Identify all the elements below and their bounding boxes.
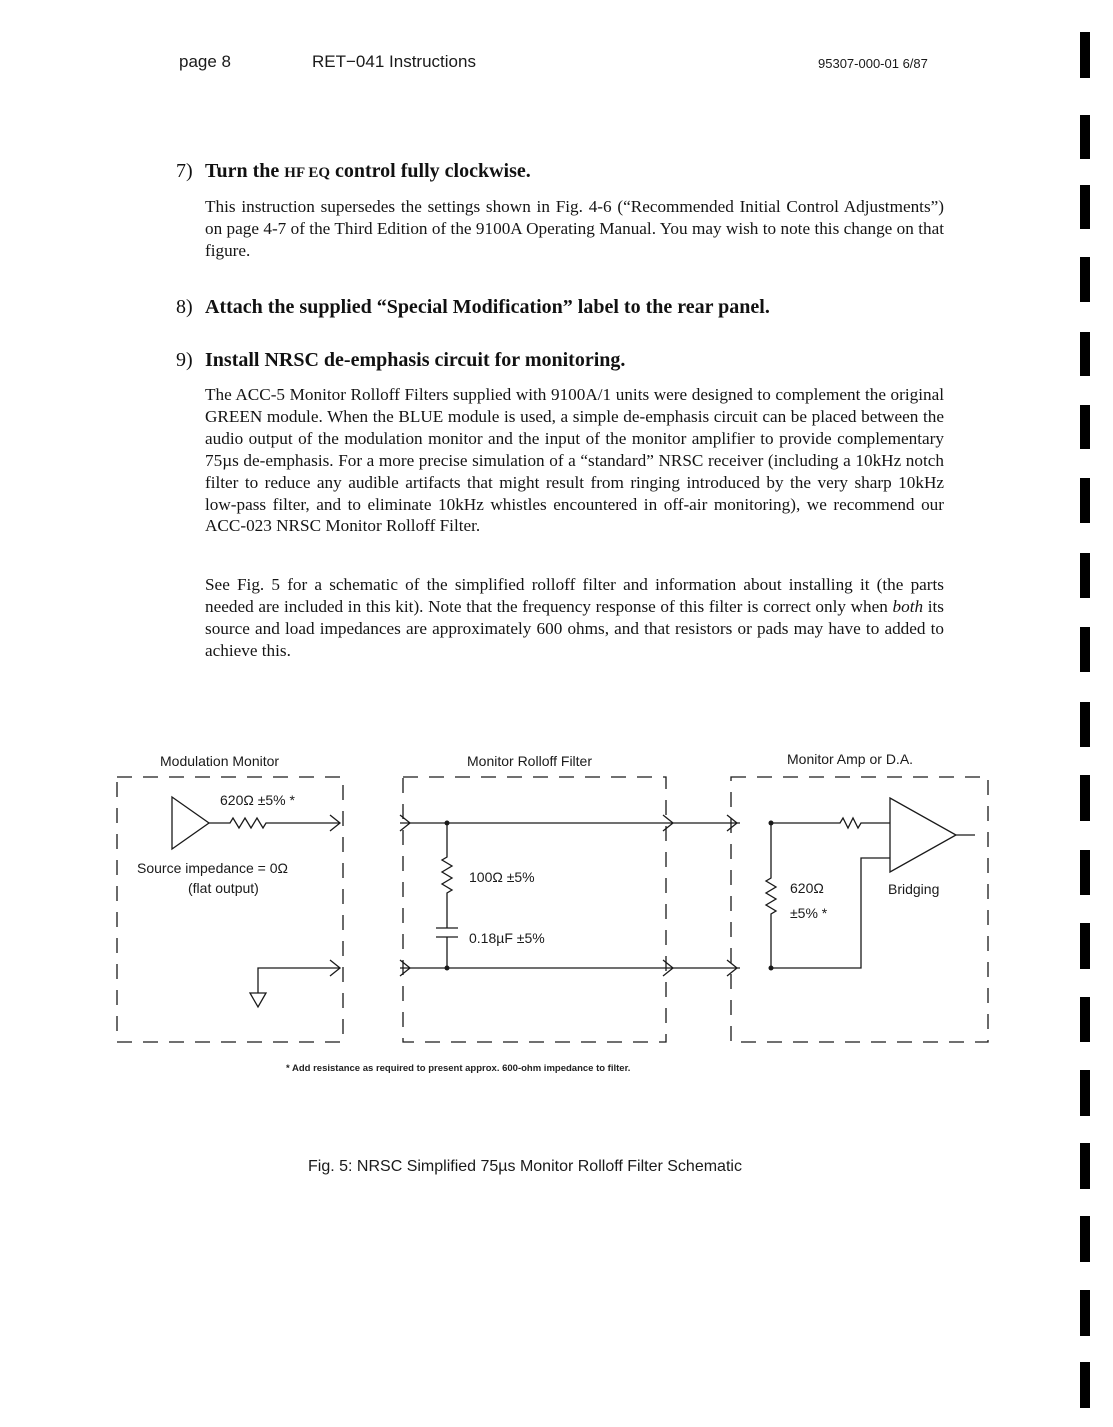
source-amplifier-triangle-icon [172, 797, 209, 849]
load-block-outline [731, 777, 988, 1042]
filter-bottom-junction [445, 966, 450, 971]
step-7-paragraph: This instruction supersedes the settings shown in Fig. 4-6 (“Recommended Initial Control Adjustments”) on page 4-7 of the Third Edition of the 9100A Operating Manual. You may wish to note this change on that figure. [205, 197, 944, 260]
source-impedance-label: Source impedance = 0Ω [137, 860, 288, 876]
page-number: page 8 [179, 52, 231, 71]
load-resistor-zigzag-icon [766, 823, 776, 968]
ground-icon [250, 993, 266, 1007]
filter-capacitor-icon [436, 928, 458, 968]
source-resistor-zigzag-icon [209, 818, 340, 828]
margin-mark [1080, 1362, 1090, 1408]
step-9-paragraph-1: The ACC-5 Monitor Rolloff Filters supplied with 9100A/1 units were designed to complement the original GREEN module. When the BLUE module is used, a simple de-emphasis circuit can be placed between the audio output of the modulation monitor and the input of the monitor amplifier to provide complementary 75µs de-emphasis. For a more precise simulation of a “standard” NRSC receiver (including a 10kHz notch filter to reduce any audible artifacts that might result from ringing introduced by the very sharp 10kHz low-pass filter, and to eliminate 10kHz whistles encountered in off-air monitoring), we recommend our ACC-023 NRSC Monitor Rolloff Filter. [205, 385, 944, 536]
margin-mark [1080, 850, 1090, 895]
paragraph-2-text-a: See Fig. 5 for a schematic of the simplified rolloff filter and information about installing it (the parts needed are included in this kit). Note that the frequency response of this filter is correct only when [205, 575, 944, 616]
flat-output-label: (flat output) [188, 880, 259, 896]
figure-caption: Fig. 5: NRSC Simplified 75µs Monitor Rolloff Filter Schematic [308, 1158, 742, 1175]
bridging-amplifier-triangle-icon [890, 798, 956, 872]
margin-mark [1080, 1216, 1090, 1262]
filter-block-outline [403, 777, 666, 1042]
margin-mark [1080, 702, 1090, 747]
amplifier-return-wire [771, 858, 890, 968]
step-8-title: Attach the supplied “Special Modification” label to the rear panel. [205, 296, 770, 318]
step-7-number: 7) [176, 160, 193, 182]
step-9-number: 9) [176, 349, 193, 371]
block-title-filter: Monitor Rolloff Filter [467, 753, 593, 769]
paragraph-2-text-b: its source and load impedances are approximately 600 ohms, and that resistors or pads may have to added to achieve this. [205, 596, 944, 660]
margin-mark [1080, 32, 1090, 78]
step-7-title-b: control fully clockwise. [330, 160, 531, 182]
filter-capacitor-label: 0.18µF ±5% [469, 930, 545, 946]
figure-footnote: * Add resistance as required to present approx. 600-ohm impedance to filter. [286, 1063, 631, 1074]
margin-mark [1080, 478, 1090, 523]
margin-mark [1080, 1290, 1090, 1336]
step-9-title: Install NRSC de-emphasis circuit for monitoring. [205, 349, 626, 371]
filter-resistor-zigzag-icon [442, 823, 452, 928]
margin-mark [1080, 257, 1090, 302]
margin-mark [1080, 1143, 1090, 1189]
step-7-title-control: HF EQ [284, 165, 330, 181]
load-resistor-value-label: 620Ω [790, 880, 824, 896]
source-resistor-label: 620Ω ±5% * [220, 792, 295, 808]
margin-mark [1080, 775, 1090, 821]
margin-mark [1080, 185, 1090, 229]
load-resistor-tolerance-label: ±5% * [790, 905, 828, 921]
margin-mark [1080, 997, 1090, 1042]
block-title-source: Modulation Monitor [160, 753, 280, 769]
doc-reference: 95307-000-01 6/87 [818, 56, 928, 71]
bridging-label: Bridging [888, 881, 940, 897]
source-block-outline [117, 777, 343, 1042]
filter-resistor-label: 100Ω ±5% [469, 869, 535, 885]
margin-mark [1080, 627, 1090, 672]
doc-title: RET−041 Instructions [312, 52, 476, 71]
margin-mark [1080, 1070, 1090, 1116]
load-series-resistor-zigzag-icon [771, 818, 890, 828]
block-title-load: Monitor Amp or D.A. [787, 751, 914, 767]
margin-mark [1080, 923, 1090, 969]
step-8-number: 8) [176, 296, 193, 318]
margin-mark [1080, 405, 1090, 449]
step-7-title-a: Turn the [205, 160, 285, 182]
source-ground-wire [258, 968, 340, 993]
margin-mark [1080, 553, 1090, 598]
margin-mark [1080, 115, 1090, 159]
paragraph-2-emphasis: both [892, 596, 924, 616]
margin-mark [1080, 332, 1090, 376]
